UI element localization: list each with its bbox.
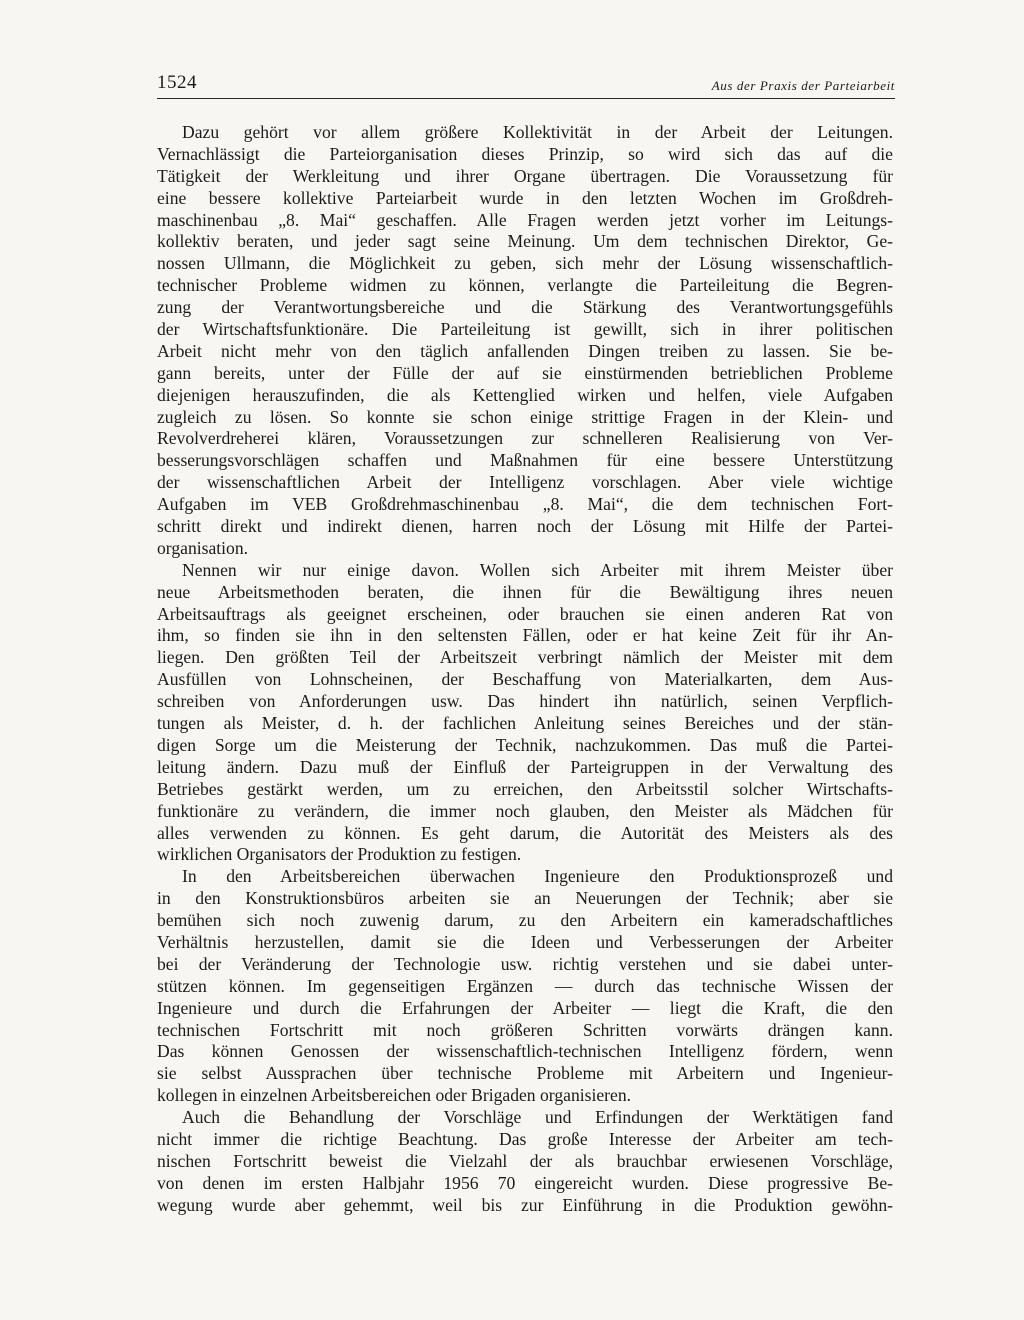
text-line: tungen als Meister, d. h. der fachlichen Anleitung seines Bereiches und der stän- (157, 713, 893, 734)
text-line: sie selbst Aussprachen über technische Probleme mit Arbeitern und Ingenieur- (157, 1063, 893, 1084)
text-line: alles verwenden zu können. Es geht darum, die Autorität des Meisters als des (157, 822, 893, 843)
text-line: Aufgaben im VEB Großdrehmaschinenbau „8. Mai“, die dem technischen Fort- (157, 494, 893, 515)
running-header (157, 72, 895, 99)
text-line: nicht immer die richtige Beachtung. Das große Interesse der Arbeiter am tech- (157, 1128, 893, 1149)
text-line: der wissenschaftlichen Arbeit der Intelligenz vorschlagen. Aber viele wichtige (157, 472, 893, 493)
text-line: nossen Ullmann, die Möglichkeit zu geben, sich mehr der Lösung wissenschaftlich- (157, 253, 893, 274)
text-line: Revolverdreherei klären, Voraussetzungen zur schnelleren Realisierung von Ver- (157, 428, 893, 449)
text-line: wegung wurde aber gehemmt, weil bis zur Einführung in die Produktion gewöhn- (157, 1194, 893, 1215)
text-line: liegen. Den größten Teil der Arbeitszeit verbringt nämlich der Meister mit dem (157, 647, 893, 668)
text-line: kollegen in einzelnen Arbeitsbereichen oder Brigaden organisieren. (157, 1085, 632, 1106)
text-line: zugleich zu lösen. So konnte sie schon einige strittige Fragen in der Klein- und (157, 406, 893, 427)
text-line: stützen können. Im gegenseitigen Ergänzen — durch das technische Wissen der (157, 975, 893, 996)
body-text (157, 122, 893, 1217)
text-line: schreiben von Anforderungen usw. Das hindert ihn natürlich, seinen Verpflich- (157, 691, 893, 712)
text-line: Auch die Behandlung der Vorschläge und Erfindungen der Werktätigen fand (182, 1107, 893, 1128)
text-line: wirklichen Organisators der Produktion zu festigen. (157, 844, 522, 865)
text-line: Vernachlässigt die Parteiorganisation dieses Prinzip, so wird sich das auf die (157, 143, 893, 164)
text-line: leitung ändern. Dazu muß der Einfluß der Parteigruppen in der Verwaltung des (157, 756, 893, 777)
running-title: Aus der Praxis der Parteiarbeit (711, 78, 895, 93)
text-line: Arbeit nicht mehr von den täglich anfallenden Dingen treiben zu lassen. Sie be- (157, 340, 893, 361)
text-line: organisation. (157, 537, 249, 558)
text-line: digen Sorge um die Meisterung der Technik, nachzukommen. Das muß die Partei- (157, 734, 893, 755)
text-line: bei der Veränderung der Technologie usw. richtig verstehen und sie dabei unter- (157, 953, 893, 974)
text-line: schritt direkt und indirekt dienen, harren noch der Lösung mit Hilfe der Partei- (157, 516, 893, 537)
text-line: zung der Verantwortungsbereiche und die Stärkung des Verantwortungsgefühls (157, 297, 893, 318)
text-line: Dazu gehört vor allem größere Kollektivität in der Arbeit der Leitungen. (182, 122, 893, 142)
text-line: Das können Genossen der wissenschaftlich-technischen Intelligenz fördern, wenn (157, 1041, 893, 1062)
text-line: Betriebes gestärkt werden, um zu erreichen, den Arbeitsstil solcher Wirtschafts- (157, 778, 893, 799)
text-line: Verhältnis herzustellen, damit sie die Ideen und Verbesserungen der Arbeiter (157, 931, 893, 952)
text-line: Nennen wir nur einige davon. Wollen sich Arbeiter mit ihrem Meister über (182, 559, 893, 580)
text-line: eine bessere kollektive Parteiarbeit wurde in den letzten Wochen im Großdreh- (157, 187, 893, 208)
text-line: in den Konstruktionsbüros arbeiten sie an Neuerungen der Technik; aber sie (157, 888, 893, 909)
text-line: bemühen sich noch zuwenig darum, zu den Arbeitern ein kameradschaftliches (157, 910, 893, 931)
text-line: der Wirtschaftsfunktionäre. Die Parteileitung ist gewillt, sich in ihrer politischen (157, 319, 893, 340)
text-line: kollektiv beraten, und jeder sagt seine Meinung. Um dem technischen Direktor, Ge- (157, 231, 893, 252)
text-line: neue Arbeitsmethoden beraten, die ihnen für die Bewältigung ihres neuen (157, 581, 893, 602)
text-line: In den Arbeitsbereichen überwachen Ingenieure den Produktionsprozeß und (182, 866, 893, 887)
text-line: Tätigkeit der Werkleitung und ihrer Organe übertragen. Die Voraussetzung für (157, 165, 893, 186)
text-line: Ausfüllen von Lohnscheinen, der Beschaffung von Materialkarten, dem Aus- (157, 669, 893, 690)
text-line: technischer Probleme widmen zu können, verlangte die Parteileitung die Begren- (157, 275, 893, 296)
text-line: maschinenbau „8. Mai“ geschaffen. Alle Fragen werden jetzt vorher im Leitungs- (157, 209, 893, 230)
text-line: funktionäre zu verändern, die immer noch glauben, den Meister als Mädchen für (157, 800, 893, 821)
text-line: von denen im ersten Halbjahr 1956 70 eingereicht wurden. Diese progressive Be- (157, 1172, 893, 1193)
page-number: 1524 (157, 72, 197, 93)
text-line: technischen Fortschritt mit noch größeren Schritten vorwärts drängen kann. (157, 1019, 893, 1040)
text-line: Ingenieure und durch die Erfahrungen der Arbeiter — liegt die Kraft, die den (157, 997, 893, 1018)
text-line: nischen Fortschritt beweist die Vielzahl der als brauchbar erwiesenen Vorschläge, (157, 1150, 893, 1171)
text-line: ihm, so finden sie ihn in den seltensten Fällen, oder er hat keine Zeit für ihr An- (157, 625, 893, 646)
text-line: gann bereits, unter der Fülle der auf sie einstürmenden betrieblichen Probleme (157, 362, 893, 383)
text-line: besserungsvorschlägen schaffen und Maßnahmen für eine bessere Unterstützung (157, 450, 893, 471)
text-line: Arbeitsauftrags als geeignet erscheinen, oder brauchen sie einen anderen Rat von (157, 603, 893, 624)
text-line: diejenigen herauszufinden, die als Kettenglied wirken und helfen, viele Aufgaben (157, 384, 893, 405)
